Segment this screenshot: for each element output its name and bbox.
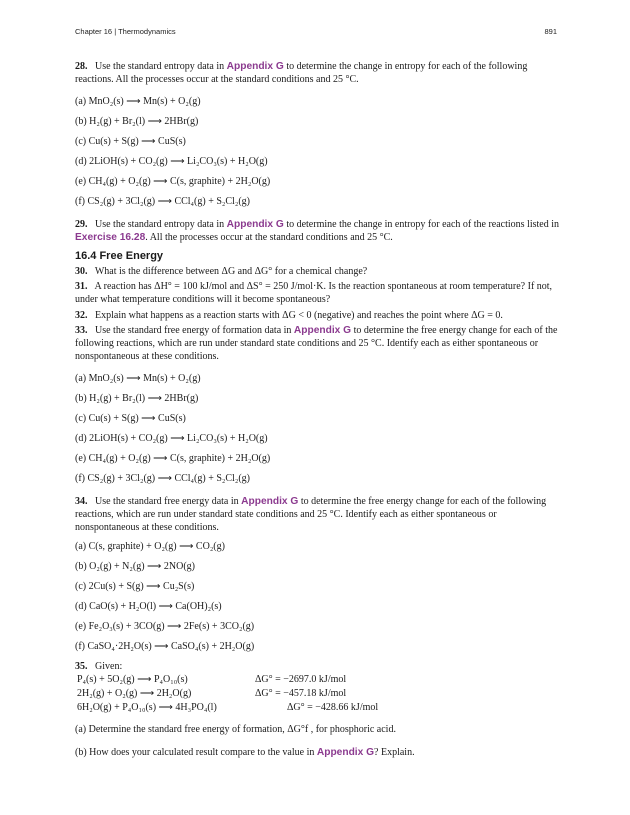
exercise-29: 29. Use the standard entropy data in Appendix G to determine the change in entropy for each of the reactions listed in Exercise 16.28. All the processes occur at the standard conditions and 25 °C. xyxy=(75,219,559,243)
page-content xyxy=(75,60,559,759)
exercise-33: 33. Use the standard free energy of formation data in Appendix G to determine the free energy change for each of the following reactions, which are run under standard state conditions and 25 °C. Identify each as either spontaneous or nonspontaneous at these conditions. xyxy=(75,325,558,362)
given-equation: 6H₂O(g) + P₄O₁₀(s) ⟶ 4H₃PO₄(l) xyxy=(77,702,217,713)
given-free-energy: ΔG° = −2697.0 kJ/mol xyxy=(255,674,347,685)
reaction-item: (e) Fe₂O₃(s) + 3CO(g) ⟶ 2Fe(s) + 3CO₂(g) xyxy=(75,621,255,632)
exercise-number: 34. xyxy=(75,496,88,507)
given-equation: P₄(s) + 5O₂(g) ⟶ P₄O₁₀(s) xyxy=(77,674,188,685)
exercise-30: 30. What is the difference between ΔG and ΔG° for a chemical change? xyxy=(75,266,368,277)
given-reactions xyxy=(77,673,559,715)
appendix-g-link[interactable]: Appendix G xyxy=(226,219,284,230)
reaction-item: (b) O₂(g) + N₂(g) ⟶ 2NO(g) xyxy=(75,561,195,572)
reaction-item: (a) MnO₂(s) ⟶ Mn(s) + O₂(g) xyxy=(75,373,201,384)
given-free-energy: ΔG° = −457.18 kJ/mol xyxy=(255,688,347,699)
reaction-item: (f) CaSO₄·2H₂O(s) ⟶ CaSO₄(s) + 2H₂O(g) xyxy=(75,641,255,652)
given-equation: 2H₂(g) + O₂(g) ⟶ 2H₂O(g) xyxy=(77,688,192,699)
reaction-item: (f) CS₂(g) + 3Cl₂(g) ⟶ CCl₄(g) + S₂Cl₂(g) xyxy=(75,473,250,484)
page-number: 891 xyxy=(544,27,557,36)
exercise-35: 35. Given: xyxy=(75,661,123,672)
reaction-item: (a) MnO₂(s) ⟶ Mn(s) + O₂(g) xyxy=(75,96,201,107)
exercise-number: 31. xyxy=(75,281,88,292)
appendix-g-link[interactable]: Appendix G xyxy=(241,496,299,507)
reaction-item: (e) CH₄(g) + O₂(g) ⟶ C(s, graphite) + 2H₂O(g) xyxy=(75,176,271,187)
exercise-number: 33. xyxy=(75,325,88,336)
appendix-g-link[interactable]: Appendix G xyxy=(293,325,352,336)
running-header: Chapter 16 | Thermodynamics xyxy=(75,27,176,36)
given-free-energy: ΔG° = −428.66 kJ/mol xyxy=(287,702,379,713)
reaction-item: (d) CaO(s) + H₂O(l) ⟶ Ca(OH)₂(s) xyxy=(75,601,222,612)
section-heading: 16.4 Free Energy xyxy=(75,250,164,262)
reaction-item: (b) H₂(g) + Br₂(l) ⟶ 2HBr(g) xyxy=(75,393,199,404)
exercise-number: 30. xyxy=(75,266,88,277)
reaction-item: (c) Cu(s) + S(g) ⟶ CuS(s) xyxy=(75,413,186,424)
exercise-35-part-b: (b) How does your calculated result compare to the value in Appendix G? Explain. xyxy=(75,747,415,758)
reaction-item: (f) CS₂(g) + 3Cl₂(g) ⟶ CCl₄(g) + S₂Cl₂(g) xyxy=(75,196,250,207)
appendix-g-link[interactable]: Appendix G xyxy=(316,747,375,758)
reaction-item: (a) C(s, graphite) + O₂(g) ⟶ CO₂(g) xyxy=(75,541,225,552)
appendix-g-link[interactable]: Appendix G xyxy=(226,61,284,72)
exercise-31: 31. A reaction has ΔH° = 100 kJ/mol and ΔS° = 250 J/mol·K. Is the reaction spontaneous at room temperature? If not, under what temperature conditions will it become spontaneous? xyxy=(75,281,553,305)
reaction-item: (d) 2LiOH(s) + CO₂(g) ⟶ Li₂CO₃(s) + H₂O(g) xyxy=(75,433,268,444)
exercise-number: 28. xyxy=(75,61,88,72)
exercise-32: 32. Explain what happens as a reaction starts with ΔG < 0 (negative) and reaches the point where ΔG = 0. xyxy=(75,310,503,321)
reaction-item: (b) H₂(g) + Br₂(l) ⟶ 2HBr(g) xyxy=(75,116,199,127)
reaction-item: (e) CH₄(g) + O₂(g) ⟶ C(s, graphite) + 2H₂O(g) xyxy=(75,453,271,464)
exercise-35-part-a: (a) Determine the standard free energy of formation, ΔG°f , for phosphoric acid. xyxy=(75,724,396,735)
reaction-item: (c) Cu(s) + S(g) ⟶ CuS(s) xyxy=(75,136,186,147)
exercise-number: 32. xyxy=(75,310,88,321)
reaction-item: (d) 2LiOH(s) + CO₂(g) ⟶ Li₂CO₃(s) + H₂O(g) xyxy=(75,156,268,167)
exercise-16-28-link[interactable]: Exercise 16.28 xyxy=(75,232,146,243)
exercise-number: 29. xyxy=(75,219,88,230)
exercise-28: 28. Use the standard entropy data in Appendix G to determine the change in entropy for each of the following reactions. All the processes occur at the standard conditions and 25 °C. xyxy=(75,61,528,85)
reaction-item: (c) 2Cu(s) + S(g) ⟶ Cu₂S(s) xyxy=(75,581,195,592)
exercise-34: 34. Use the standard free energy data in Appendix G to determine the free energy change for each of the following reactions, which are run under standard state conditions and 25 °C. Identify each as either spontaneous or nonspontaneous at these conditions. xyxy=(75,496,547,533)
exercise-number: 35. xyxy=(75,661,88,672)
